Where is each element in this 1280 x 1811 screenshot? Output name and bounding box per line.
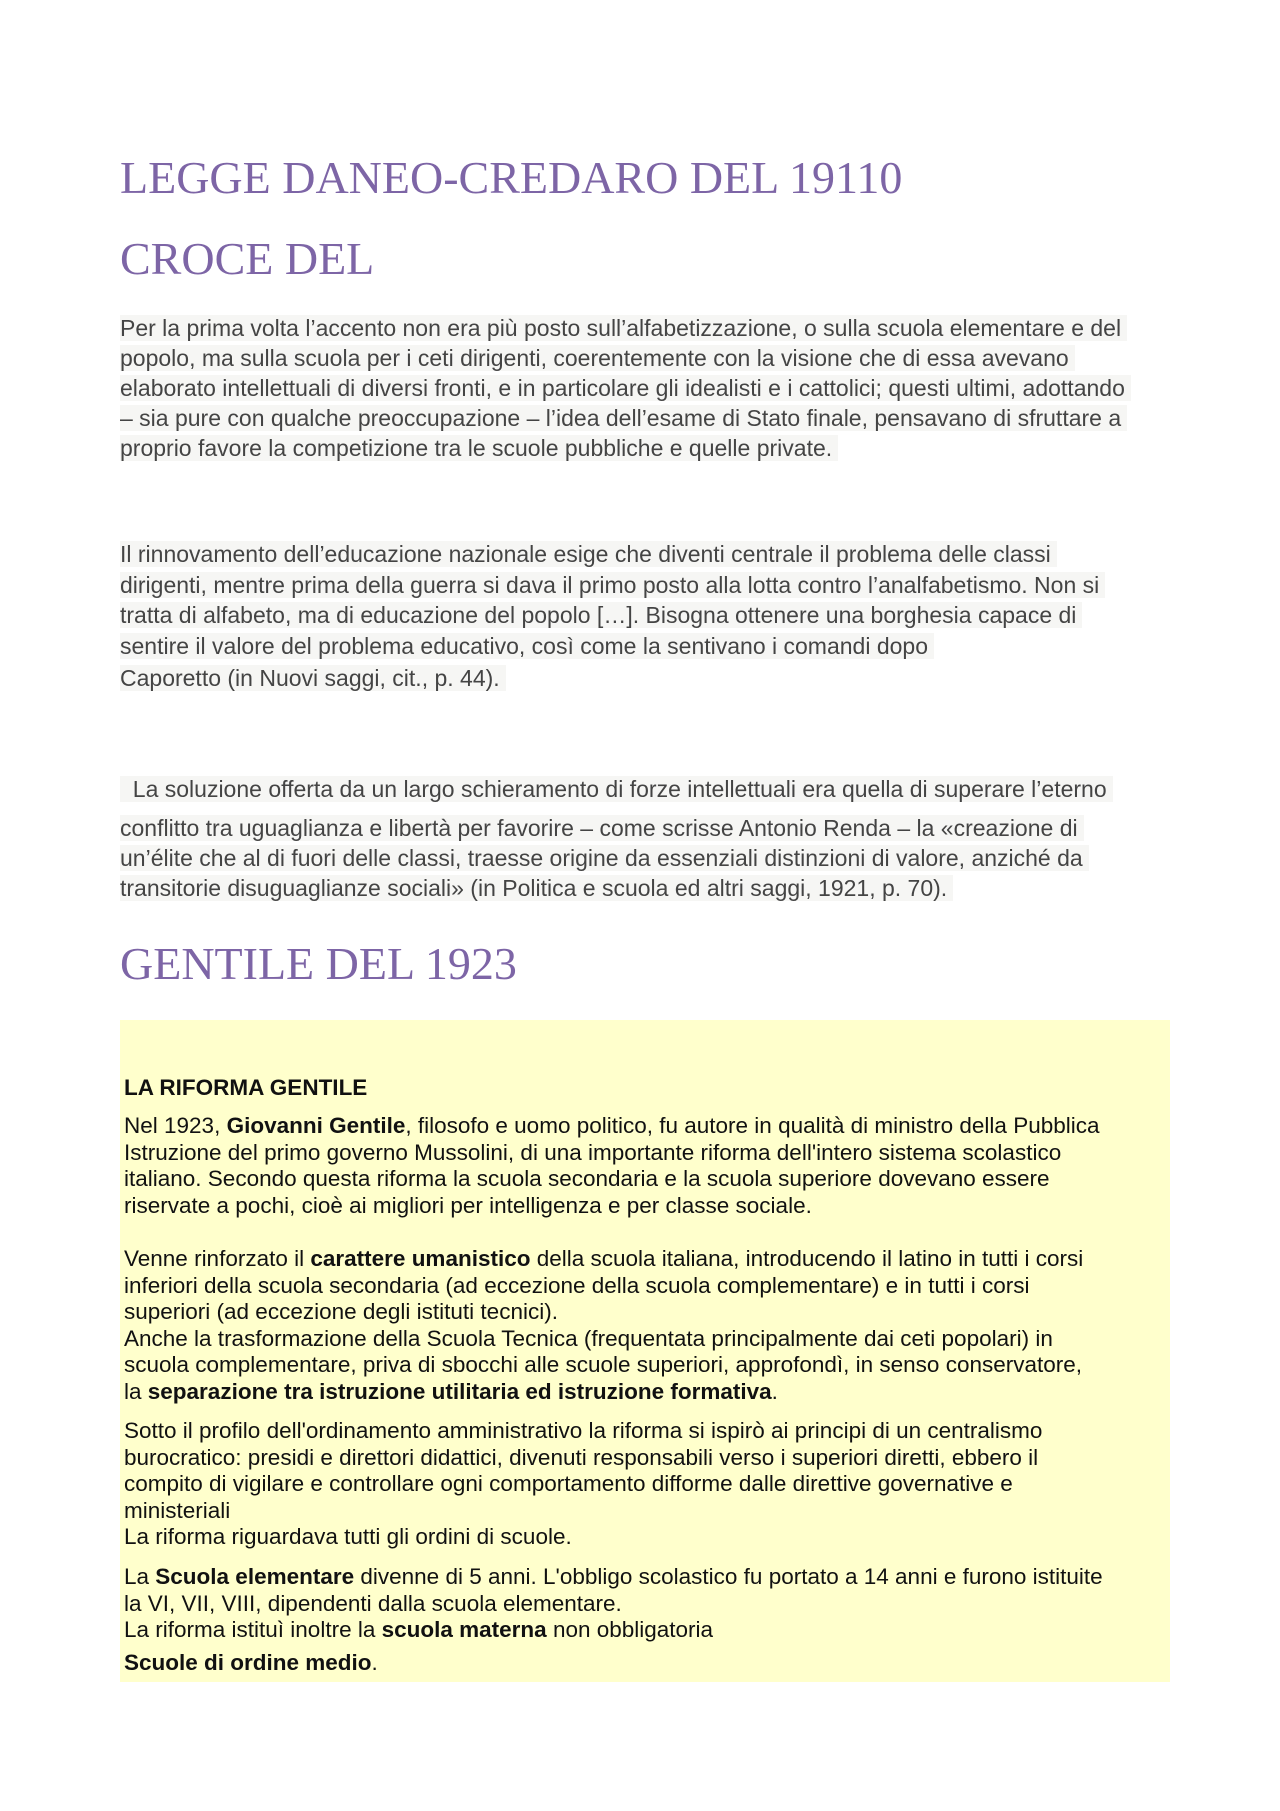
- paragraph-rinnovamento: Il rinnovamento dell’educazione nazionale esige che diventi centrale il problema delle classi dirigenti, mentre prima della guerra si dava il primo posto alla lotta contro l’analfabetismo. Non si tratta di alfabeto, ma di educazione del popolo […]. Bisogna ottenere una borghesia capace di sentire il valore del problema educativo, così come la sentivano i comandi dopo Caporetto (in Nuovi saggi, cit., p. 44).: [120, 539, 1105, 694]
- box-paragraph-5: Scuole di ordine medio.: [124, 1650, 378, 1675]
- paragraph-soluzione: La soluzione offerta da un largo schieramento di forze intellettuali era quella di superare l’eterno conflitto tra uguaglianza e libertà per favorire – come scrisse Antonio Renda – la «creazione di un’élite che al di fuori delle classi, traesse origine da essenziali distinzioni di valore, anziché da transitorie disuguaglianze sociali» (in Politica e scuola ed altri saggi, 1921, p. 70).: [120, 767, 1113, 903]
- riforma-gentile-box: [120, 1020, 1170, 1682]
- heading-croce: CROCE DEL: [120, 233, 375, 284]
- box-paragraph-1: Nel 1923, Giovanni Gentile, filosofo e uomo politico, fu autore in qualità di ministro della Pubblica Istruzione del primo governo Mussolini, di una importante riforma dell'intero sistema scolastico italiano. Secondo questa riforma la scuola secondaria e la scuola superiore dovevano essere riservate a pochi, cioè ai migliori per intelligenza e per classe sociale.: [124, 1113, 1100, 1218]
- box-paragraph-2: Venne rinforzato il carattere umanistico della scuola italiana, introducendo il latino in tutti i corsi inferiori della scuola secondaria (ad eccezione della scuola complementare) e in tutti i corsi superiori (ad eccezione degli istituti tecnici). Anche la trasformazione della Scuola Tecnica (frequentata principalmente dai ceti popolari) in scuola complementare, priva di sbocchi alle scuole superiori, approfondì, in senso conservatore, la separazione tra istruzione utilitaria ed istruzione formativa.: [124, 1246, 1084, 1404]
- box-title: LA RIFORMA GENTILE: [124, 1075, 368, 1100]
- heading-daneo-credaro: LEGGE DANEO-CREDARO DEL 19110: [120, 152, 903, 203]
- paragraph-alfabetizzazione: Per la prima volta l’accento non era più posto sull’alfabetizzazione, o sulla scuola elementare e del popolo, ma sulla scuola per i ceti dirigenti, coerentemente con la visione che di essa avevano elaborato intellettuali di diversi fronti, e in particolare gli idealisti e i cattolici; questi ultimi, adottando – sia pure con qualche preoccupazione – l’idea dell’esame di Stato finale, pensavano di sfruttare a proprio favore la competizione tra le scuole pubbliche e quelle private.: [120, 313, 1131, 463]
- heading-gentile: GENTILE DEL 1923: [120, 938, 517, 989]
- box-paragraph-3: Sotto il profilo dell'ordinamento amministrativo la riforma si ispirò ai principi di un centralismo burocratico: presidi e direttori didattici, divenuti responsabili verso i superiori diretti, ebbero il compito di vigilare e controllare ogni comportamento difforme dalle direttive governative e ministeriali La riforma riguardava tutti gli ordini di scuole.: [124, 1418, 1043, 1549]
- box-paragraph-4: La Scuola elementare divenne di 5 anni. L'obbligo scolastico fu portato a 14 anni e furono istituite la VI, VII, VIII, dipendenti dalla scuola elementare. La riforma istituì inoltre la scuola materna non obbligatoria: [124, 1564, 1103, 1642]
